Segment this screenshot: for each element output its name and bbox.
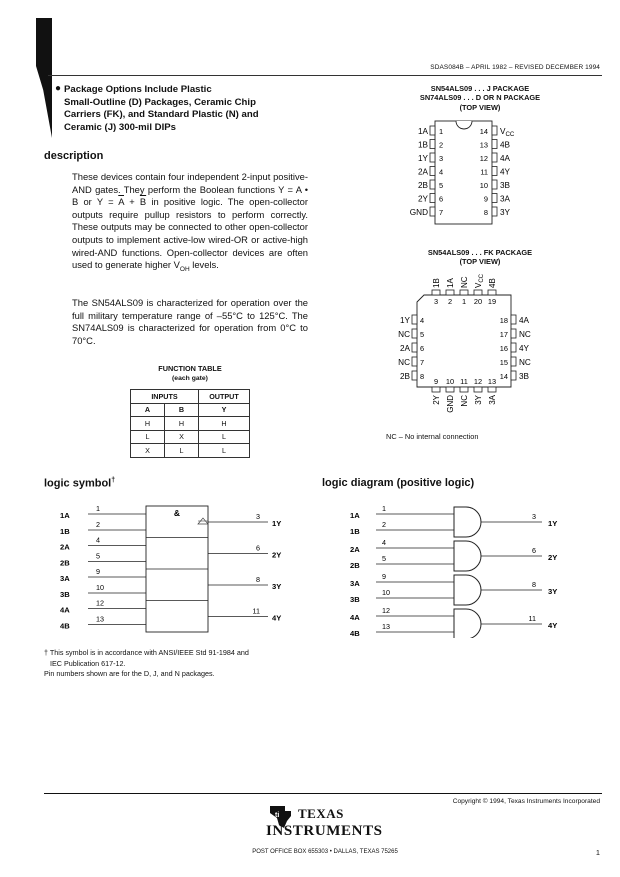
- output-label: 2Y: [548, 553, 558, 562]
- pin-pad: [430, 194, 435, 203]
- fk-title-line: SN54ALS09 . . . FK PACKAGE: [427, 248, 533, 257]
- pin-number: 16: [499, 344, 508, 353]
- pin-number: 4: [420, 316, 425, 325]
- function-table: [130, 389, 250, 458]
- pin-label: 3Y: [500, 208, 511, 217]
- svg-text:ti: ti: [275, 812, 280, 819]
- pin-pad: [511, 357, 516, 366]
- pin-number: 5: [382, 554, 386, 563]
- ft-subtitle: (each gate): [172, 374, 208, 382]
- package-options-bullet: [55, 83, 324, 134]
- bullet-line: Carriers (FK), and Standard Plastic (N) and: [64, 109, 259, 120]
- bullet-icon: ●: [55, 83, 62, 94]
- pin-pad: [511, 371, 516, 380]
- fk-package-title: [380, 248, 580, 267]
- pin-number: 10: [382, 588, 390, 597]
- pin-pad: [430, 167, 435, 176]
- pin-pad: [430, 140, 435, 149]
- logic-symbol-heading: [44, 477, 115, 490]
- pin-number: 19: [487, 297, 497, 306]
- pin-pad: [430, 126, 435, 135]
- pin-pad: [412, 315, 417, 324]
- pin-number: 8: [256, 575, 260, 584]
- pin-number: 5: [420, 330, 425, 339]
- desc-abar: $\overline{A}$: [118, 196, 125, 208]
- output-label: 4Y: [272, 613, 282, 623]
- pin-number: 6: [420, 344, 425, 353]
- pin-number: 10: [479, 181, 488, 190]
- pin-label: 4A: [500, 154, 511, 163]
- input-label: 4A: [350, 613, 360, 622]
- input-label: 3B: [60, 590, 70, 599]
- pin-label: 2A: [399, 344, 410, 353]
- pin-number: 1: [439, 127, 444, 136]
- input-label: 1A: [60, 511, 70, 520]
- pin-label: 2A: [417, 167, 428, 177]
- pin-number: 12: [473, 377, 483, 386]
- and-gate-icon: [454, 575, 481, 605]
- pin-number: 12: [96, 598, 104, 608]
- copyright: Copyright © 1994, Texas Instruments Incorporated: [452, 798, 600, 805]
- logic-symbol-diagram: [60, 498, 300, 638]
- ls-dagger: †: [111, 477, 116, 484]
- pin-pad: [432, 290, 440, 295]
- table-row: [131, 417, 250, 431]
- pin-pad: [488, 387, 496, 392]
- pin-label: 4Y: [500, 167, 511, 177]
- j-package-title: [380, 84, 580, 112]
- title-bar-graphic: [36, 18, 52, 138]
- pin-pad: [412, 329, 417, 338]
- ft-cell: L: [199, 430, 250, 444]
- ft-cell: X: [131, 444, 165, 458]
- ft-cell: H: [165, 417, 199, 431]
- input-label: 1B: [350, 527, 360, 536]
- input-label: 3B: [350, 595, 360, 604]
- output-label: 2Y: [272, 550, 282, 560]
- desc-sub: OH: [179, 266, 190, 274]
- description-paragraph: [72, 171, 308, 277]
- input-label: 3A: [60, 574, 70, 583]
- pin-number: 13: [382, 622, 390, 631]
- pin-label: 4A: [519, 316, 530, 325]
- pin-pad: [511, 315, 516, 324]
- ft-cell: H: [131, 417, 165, 431]
- and-gate-icon: [454, 507, 481, 537]
- desc-plus: +: [124, 196, 140, 208]
- pin-pad: [430, 207, 435, 216]
- input-label: 1B: [60, 527, 70, 536]
- pin-pad: [492, 180, 497, 189]
- ft-group-output: OUTPUT: [199, 390, 250, 404]
- pin-number: 1: [461, 297, 467, 306]
- logic-diagram-heading: logic diagram (positive logic): [322, 477, 475, 489]
- pin-number: 1: [382, 504, 386, 513]
- pin-pad: [511, 343, 516, 352]
- footnote-line: IEC Publication 617-12.: [50, 658, 126, 668]
- footer-rule: [44, 793, 602, 794]
- pin-label: 1A: [417, 127, 428, 136]
- and-gate-icon: [454, 609, 481, 638]
- pin-label: GND: [446, 395, 455, 413]
- pin-label: 3A: [488, 395, 497, 405]
- pin-pad: [430, 153, 435, 162]
- pin-pad: [492, 194, 497, 203]
- j-package-diagram: [400, 118, 530, 226]
- pin-number: 12: [382, 606, 390, 615]
- pin-number: 13: [479, 140, 488, 150]
- pin-label: $V_{CC}$: [500, 127, 515, 138]
- address: POST OFFICE BOX 655303 • DALLAS, TEXAS 75265: [252, 849, 398, 855]
- pin-pad: [474, 387, 482, 392]
- pin-number: 2: [439, 140, 444, 150]
- pin-pad: [430, 180, 435, 189]
- pin-label: 3Y: [474, 395, 483, 405]
- and-gate-icon: [454, 541, 481, 571]
- pin-number: 14: [479, 127, 488, 136]
- pin-label: GND: [409, 208, 428, 217]
- brand-texas: TEXAS: [298, 806, 344, 821]
- pin-number: 3: [433, 297, 439, 306]
- pin-number: 13: [487, 377, 497, 386]
- desc-bbar: $\overline{B}$: [139, 196, 147, 208]
- page-number: 1: [595, 848, 600, 857]
- pin-pad: [492, 153, 497, 162]
- ft-cell: L: [199, 444, 250, 458]
- pin-number: 6: [439, 194, 444, 204]
- pin-number: 4: [96, 535, 100, 545]
- pin-number: 6: [532, 546, 536, 555]
- nc-note: NC – No internal connection: [386, 432, 479, 441]
- j-title-line: SN54ALS09 . . . J PACKAGE: [430, 84, 530, 93]
- pin-label: NC: [519, 330, 531, 339]
- input-label: 2B: [60, 558, 70, 568]
- desc-text: levels.: [189, 259, 219, 271]
- pin-pad: [492, 207, 497, 216]
- output-label: 1Y: [272, 519, 282, 528]
- fk-package-diagram: [380, 270, 540, 420]
- j-title-line: SN74ALS09 . . . D OR N PACKAGE: [419, 93, 541, 103]
- pin-number: 18: [499, 316, 508, 325]
- j-title-line: (TOP VIEW): [459, 102, 501, 112]
- pin-number: 9: [96, 567, 100, 576]
- pin-label: 2B: [417, 181, 428, 190]
- pin-pad: [412, 371, 417, 380]
- pin-number: 9: [382, 572, 386, 581]
- pin-number: 10: [96, 583, 104, 592]
- pin-label: 2Y: [432, 395, 441, 405]
- footnote-standard: [44, 648, 249, 680]
- pin-pad: [474, 290, 482, 295]
- pin-number: 8: [483, 208, 488, 217]
- pin-number: 7: [420, 358, 425, 367]
- output-label: 3Y: [548, 587, 558, 596]
- pin-number: 14: [499, 372, 508, 381]
- pin-pad: [488, 290, 496, 295]
- pin-number: 4: [439, 167, 444, 177]
- temperature-paragraph: The SN54ALS09 is characterized for operation over the full military temperature range of –55°C to 125°C. The SN74ALS09 is characterized for operation from 0°C to 70°C.: [72, 297, 308, 346]
- pin-number: 3: [439, 154, 444, 163]
- pin-pad: [460, 290, 468, 295]
- description-heading: description: [44, 150, 104, 162]
- pin-label: 3B: [500, 181, 511, 190]
- input-label: 2A: [60, 542, 70, 552]
- fk-title-line: (TOP VIEW): [459, 257, 501, 267]
- output-label: 3Y: [272, 582, 282, 591]
- ft-cell: L: [131, 430, 165, 444]
- ft-col: Y: [199, 403, 250, 417]
- pin-label: 4B: [488, 278, 497, 288]
- pin-number: 7: [439, 208, 444, 217]
- pin-label: NC: [460, 395, 469, 407]
- pin-number: 9: [433, 377, 439, 386]
- pin-label: 3A: [500, 194, 511, 204]
- bullet-line: Small-Outline (D) Packages, Ceramic Chip: [64, 96, 256, 108]
- pin-pad: [446, 387, 454, 392]
- ft-col: B: [165, 403, 199, 417]
- pin-label: 1B: [417, 140, 428, 150]
- input-label: 2B: [350, 561, 360, 570]
- pin-label: $V_{CC}$: [474, 273, 485, 288]
- pin-pad: [492, 140, 497, 149]
- pin-pad: [492, 167, 497, 176]
- pin-pad: [432, 387, 440, 392]
- desc-text: These devices contain four independent 2-input positive-AND gates. They perform the Boolean functions Y = A • B or Y =: [72, 171, 308, 208]
- pin-pad: [412, 357, 417, 366]
- pin-pad: [446, 290, 454, 295]
- pin-label: NC: [398, 358, 410, 367]
- pin-label: 3B: [519, 372, 530, 381]
- input-label: 4B: [60, 621, 70, 631]
- pin-number: 2: [382, 520, 386, 529]
- header-rule: [48, 75, 602, 76]
- pin-label: NC: [398, 330, 410, 339]
- input-label: 1A: [350, 511, 360, 520]
- pin-number: 17: [499, 330, 508, 339]
- brand-instruments: INSTRUMENTS: [266, 823, 383, 839]
- pin-number: 1: [96, 504, 100, 513]
- footnote-line: † This symbol is in accordance with ANSI/IEEE Std 91-1984 and: [44, 648, 249, 657]
- pin-number: 3: [256, 512, 260, 521]
- ft-title: FUNCTION TABLE: [158, 364, 222, 373]
- logic-gate-diagram: [350, 498, 590, 638]
- input-label: 4B: [350, 629, 360, 638]
- footnote-line: Pin numbers shown are for the D, J, and N packages.: [44, 669, 215, 678]
- bullet-line: Package Options Include Plastic: [64, 84, 212, 95]
- ft-cell: X: [165, 430, 199, 444]
- pin-label: 4Y: [519, 344, 530, 353]
- function-table-title: [140, 364, 240, 383]
- pin-number: 20: [473, 297, 483, 306]
- bullet-line: Ceramic (J) 300-mil DIPs: [64, 121, 176, 133]
- output-label: 1Y: [548, 519, 558, 528]
- pin-number: 15: [499, 358, 508, 367]
- pin-number: 4: [382, 538, 386, 547]
- pin-number: 6: [256, 543, 260, 553]
- pin-number: 8: [420, 372, 425, 381]
- pin-number: 11: [528, 614, 536, 623]
- desc-text: in positive logic. The open-collector outputs require pullup resistors to perform correctly. These outputs may be connected to other open-collector outputs to implement active-low wired-OR or active-high wired-AND functions. Open-collector devices are often used to generate higher V: [72, 196, 308, 271]
- pin-label: NC: [519, 358, 531, 367]
- ft-col: A: [131, 403, 165, 417]
- pin-label: 1A: [446, 278, 455, 288]
- pin-number: 2: [96, 520, 100, 529]
- pin-number: 11: [480, 167, 488, 177]
- input-label: 4A: [60, 605, 70, 615]
- ft-cell: L: [165, 444, 199, 458]
- pin-number: 9: [483, 194, 488, 204]
- pin-label: 4B: [500, 140, 511, 150]
- pin-pad: [412, 343, 417, 352]
- pin-label: 1Y: [417, 154, 428, 163]
- pin-pad: [492, 126, 497, 135]
- pin-label: NC: [460, 276, 469, 288]
- doc-id: SDAS084B – APRIL 1982 – REVISED DECEMBER 1994: [430, 64, 600, 71]
- ls-heading-text: logic symbol: [44, 477, 112, 490]
- pin-number: 8: [532, 580, 536, 589]
- pin-number: 13: [96, 614, 104, 624]
- ft-group-inputs: INPUTS: [131, 390, 199, 404]
- input-label: 2A: [350, 545, 360, 554]
- pin-number: 12: [479, 154, 488, 163]
- table-row: [131, 444, 250, 458]
- pin-label: 2Y: [417, 194, 428, 204]
- table-row: [131, 430, 250, 444]
- and-symbol: &: [173, 508, 181, 518]
- pin-number: 5: [439, 181, 444, 190]
- pin-number: 2: [447, 297, 453, 306]
- pin-label: 2B: [399, 372, 410, 381]
- pin-number: 11: [460, 377, 468, 386]
- input-label: 3A: [350, 579, 360, 588]
- output-label: 4Y: [548, 621, 558, 630]
- ft-cell: H: [199, 417, 250, 431]
- pin-number: 5: [96, 551, 100, 561]
- pin-label: 1B: [432, 278, 441, 288]
- pin-pad: [460, 387, 468, 392]
- pin-number: 10: [445, 377, 455, 386]
- pin-number: 11: [252, 606, 260, 616]
- pin-pad: [511, 329, 516, 338]
- pin-number: 3: [532, 512, 536, 521]
- pin-label: 1Y: [399, 316, 410, 325]
